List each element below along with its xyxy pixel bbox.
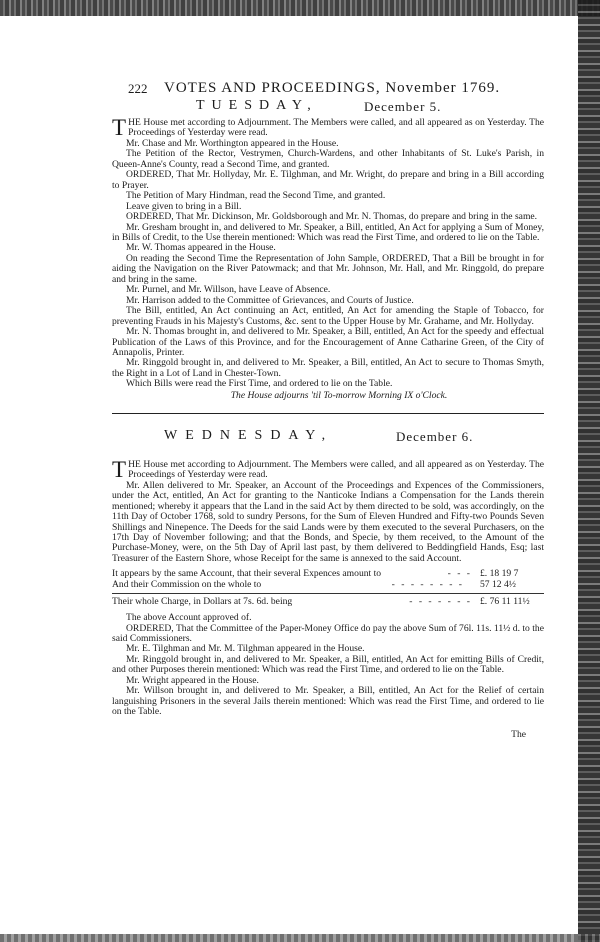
- paragraph: Mr. Ringgold brought in, and delivered to Mr. Speaker, a Bill, entitled, An Act for emitting Bills of Credit, and other Purposes therein mentioned: Which was read the First Time, and ordered to lie on the Table.: [112, 653, 544, 676]
- paragraph: Mr. Purnel, and Mr. Willson, have Leave of Absence.: [126, 284, 331, 296]
- tuesday-day-name: TUESDAY,: [196, 98, 318, 113]
- account-leader: - - - - - - -: [409, 595, 472, 607]
- account-row: [112, 580, 544, 591]
- paragraph: Mr. Willson brought in, and delivered to Mr. Speaker, a Bill, entitled, An Act for the Relief of certain languishing Prisoners in the several Jails therein mentioned: Which was read the First Time, and ordered to lie on the Table.: [112, 685, 544, 718]
- document-page: [112, 80, 544, 740]
- paragraph: The Petition of the Rector, Vestrymen, Church-Wardens, and other Inhabitants of St. Luke's Parish, in Queen-Anne's County, read a Second Time, and granted.: [112, 148, 544, 170]
- wednesday-day-name: WEDNESDAY,: [164, 427, 334, 443]
- paragraph: Mr. W. Thomas appeared in the House.: [126, 242, 276, 254]
- paragraph: Mr. E. Tilghman and Mr. M. Tilghman appeared in the House.: [126, 643, 365, 655]
- scan-edge-top: [0, 0, 600, 16]
- running-head: [112, 80, 544, 98]
- adjournment-line: The House adjourns 'til To-morrow Morning IX o'Clock.: [230, 389, 448, 401]
- sum-rule: [112, 593, 544, 594]
- tuesday-proceedings: [112, 115, 544, 401]
- account-amount: 57 12 4½: [480, 578, 516, 590]
- paragraph-text: HE House met according to Adjournment. The Members were called, and all appeared as on Yesterday. The Proceedings of Yesterday were read.: [128, 117, 544, 139]
- tuesday-opening-paragraph: [112, 115, 544, 140]
- account-label: Their whole Charge, in Dollars at 7s. 6d. being: [112, 595, 293, 607]
- dropcap: T: [112, 115, 127, 140]
- running-title: VOTES AND PROCEEDINGS, November 1769.: [164, 80, 501, 96]
- wednesday-opening-paragraph: [112, 456, 544, 482]
- paragraph: ORDERED, That the Committee of the Paper-Money Office do pay the above Sum of 76l. 11s. 11½ d. to the said Commissioners.: [112, 622, 544, 644]
- account-amount: £. 76 11 11½: [480, 595, 530, 607]
- paragraph: The Petition of Mary Hindman, read the Second Time, and granted.: [126, 190, 386, 202]
- scan-edge-bottom: [0, 934, 600, 942]
- paragraph: Which Bills were read the First Time, and ordered to lie on the Table.: [126, 378, 393, 390]
- wednesday-proceedings: [112, 456, 544, 718]
- scan-edge-right: [578, 0, 600, 942]
- paragraph: Mr. Ringgold brought in, and delivered to Mr. Speaker, a Bill, entitled, An Act to secure to Thomas Smyth, the Right in a Lot of Land in Chester-Town.: [112, 357, 544, 379]
- paragraph: ORDERED, That Mr. Dickinson, Mr. Goldsborough and Mr. N. Thomas, do prepare and bring in the same.: [126, 211, 538, 223]
- account-leader: - - -: [447, 568, 472, 580]
- paragraph: Mr. Harrison added to the Committee of Grievances, and Courts of Justice.: [126, 294, 414, 306]
- paragraph: ORDERED, That Mr. Hollyday, Mr. E. Tilghman, and Mr. Wright, do prepare and bring in a Bill according to Prayer.: [112, 169, 544, 191]
- tuesday-heading: [112, 98, 544, 118]
- section-divider: [112, 413, 544, 414]
- paragraph: The above Account approved of.: [126, 612, 252, 624]
- account-leader: - - - - - - - -: [391, 578, 464, 590]
- dropcap: T: [112, 456, 127, 482]
- paragraph: Mr. Chase and Mr. Worthington appeared in the House.: [126, 137, 339, 149]
- paragraph: Mr. N. Thomas brought in, and delivered to Mr. Speaker, a Bill, entitled, An Act for the speedy and effectual Publication of the Laws of this Province, and for the Encouragement of Anne Catharine Green, of the City of Annapolis, Printer.: [112, 326, 544, 358]
- wednesday-date: December 6.: [396, 428, 474, 444]
- account-amount: £. 18 19 7: [480, 568, 519, 580]
- account-table: [112, 569, 544, 607]
- account-paragraph: Mr. Allen delivered to Mr. Speaker, an Account of the Proceedings and Expences of the Commissioners, under the Act, entitled, An Act for granting to the Nanticoke Indians a Compensation for the Lands therein mentioned; whereby it appears that the Land in the said Act by them directed to be sold, was accordingly, on the 11th Day of October 1768, sold to sundry Persons, for the Sum of Eleven Hundred and Fifty-two Pounds Seven Shillings and Ninepence. The Deeds for the said Lands were by them executed to the several Purchasers, on the 17th Day of November following; and that the Bonds, and Specie, by them received, to the Amount of the Purchase-Money, were, on the 5th Day of April last past, by them delivered to Beddingfield Hands, Esq; last Treasurer of the Eastern Shore, whose Receipt for the same is annexed to the said Account.: [112, 479, 544, 564]
- paragraph-text: HE House met according to Adjournment. The Members were called, and all appeared as on Yesterday. The Proceedings of Yesterday were read.: [128, 458, 544, 481]
- paragraph: Mr. Wright appeared in the House.: [126, 674, 259, 686]
- wednesday-heading: [112, 428, 544, 448]
- tuesday-date: December 5.: [364, 99, 442, 114]
- paragraph: Leave given to bring in a Bill.: [126, 200, 242, 212]
- account-label: It appears by the same Account, that their several Expences amount to: [112, 568, 382, 580]
- page-number: 222: [128, 81, 148, 96]
- catchword: The: [511, 728, 526, 740]
- paragraph: On reading the Second Time the Representation of John Sample, ORDERED, That a Bill be brought in for aiding the Navigation on the River Patowmack; and that Mr. Johnson, Mr. Hall, and Mr. Ringgold, do prepare and bring in the same.: [112, 252, 544, 285]
- account-label: And their Commission on the whole to: [112, 578, 262, 590]
- account-total-row: [112, 597, 544, 608]
- paragraph: The Bill, entitled, An Act continuing an Act, entitled, An Act for amending the Staple of Tobacco, for preventing Frauds in his Majesty's Customs, &c. sent to the Upper House by Mr. Grahame, and Mr. Hollyday.: [112, 305, 544, 327]
- paragraph: Mr. Gresham brought in, and delivered to Mr. Speaker, a Bill, entitled, An Act for applying a Sum of Money, in Bills of Credit, to the Use therein mentioned: Which was read the First Time, and ordered to lie on the Table.: [112, 221, 544, 243]
